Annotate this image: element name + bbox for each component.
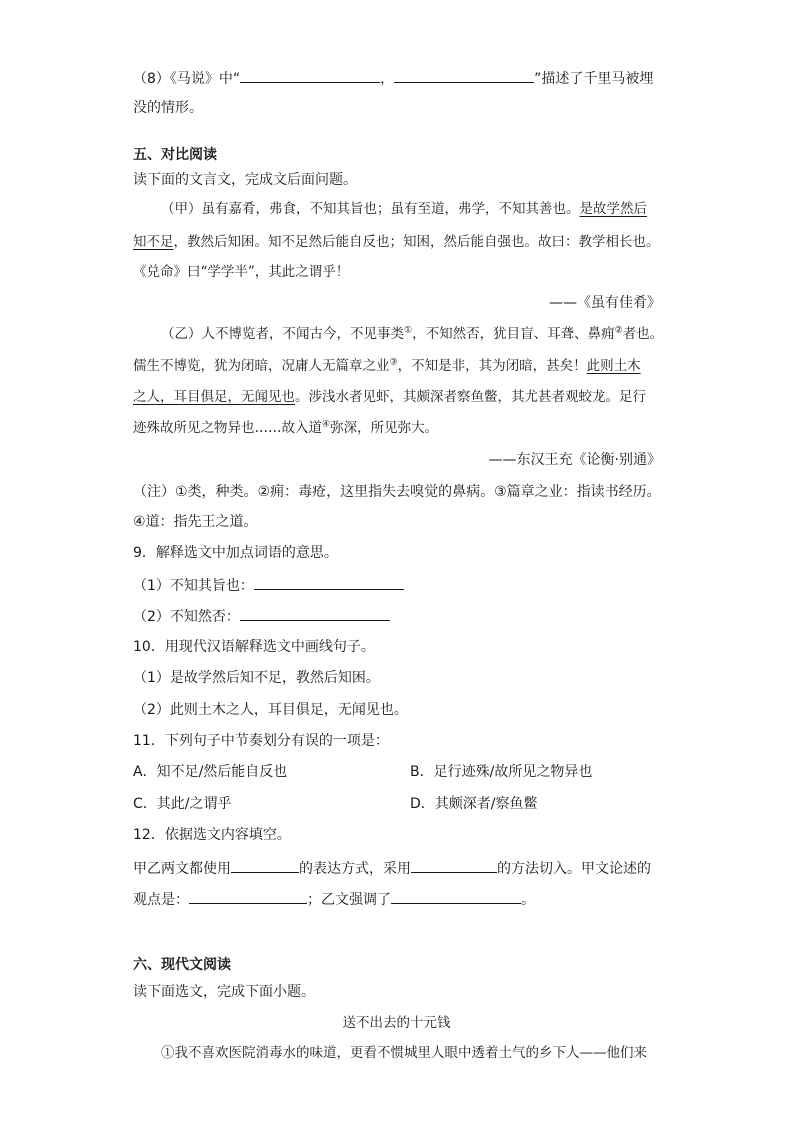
yi-line3-underlined: 之人，耳目俱足，无闻见也 (133, 389, 295, 405)
q9-answer-1[interactable] (254, 574, 404, 590)
q12-blank-3[interactable] (189, 888, 307, 904)
q8-blank-2[interactable] (394, 67, 534, 83)
article-title: 送不出去的十元钱 (342, 1015, 451, 1031)
q8-line1 (133, 67, 653, 89)
q11-option-d[interactable]: D．其颇深者/察鱼鳖 (410, 796, 538, 812)
q12-line2 (133, 888, 535, 910)
article-para1: ①我不喜欢医院消毒水的味道，更看不惯城里人眼中透着土气的乡下人——他们来 (161, 1045, 647, 1061)
yi-line2-a: 儒生不博览，犹为闭暗，况庸人无篇章之业 (133, 358, 390, 374)
jia-line1 (161, 199, 647, 219)
section5-instruction: 读下面的文言文，完成文后面问题。 (133, 172, 357, 188)
yi-line1-a: （乙）人不博览者，不闻古今，不见事类 (161, 326, 404, 342)
jia-line3: 《兑命》曰“学学半”，其此之谓乎！ (133, 264, 350, 280)
section5-title: 五、对比阅读 (133, 147, 217, 163)
footnote-marker-2: ② (614, 325, 623, 336)
yi-line2 (133, 356, 641, 376)
yi-line1 (161, 324, 663, 344)
notes-line2: ④道：指先王之道。 (133, 514, 258, 530)
q12-line1-b: 的表达方式，采用 (299, 861, 411, 877)
q10-item2: （2）此则土木之人，耳目俱足，无闻见也。 (133, 702, 408, 718)
q9-item1-label: （1）不知其旨也： (133, 578, 254, 594)
q8-suffix: ”描述了千里马被埋 (534, 71, 654, 87)
q12-blank-4[interactable] (391, 888, 521, 904)
q12-blank-1[interactable] (231, 857, 299, 873)
q8-prefix: （8）《马说》中“ (133, 71, 241, 87)
q11-option-a[interactable]: A．知不足/然后能自反也 (133, 764, 288, 780)
yi-line1-c: 者也。 (622, 326, 664, 342)
footnote-marker-1: ① (404, 325, 413, 336)
q8-blank-1[interactable] (240, 67, 380, 83)
q12-line2-a: 观点是： (133, 892, 189, 908)
jia-source: ——《虽有佳肴》 (549, 295, 661, 311)
q12-line1-a: 甲乙两文都使用 (133, 861, 231, 877)
yi-line4-a: 迹殊故所见之物异也……故入道 (133, 420, 322, 436)
footnote-marker-3: ③ (389, 357, 398, 368)
q12-line1 (133, 857, 651, 879)
yi-line4 (133, 418, 438, 438)
q9-stem: 9．解释选文中加点词语的意思。 (133, 545, 338, 561)
q9-item2-label: （2）不知然否： (133, 609, 240, 625)
yi-line3 (133, 387, 646, 407)
q11-option-b[interactable]: B．足行迹殊/故所见之物异也 (410, 764, 593, 780)
notes-line1: （注）①类，种类。②痈：毒疮，这里指失去嗅觉的鼻病。③篇章之业：指读书经历。 (133, 484, 661, 500)
yi-line1-b: ，不知然否，犹目盲、耳聋、鼻痈 (412, 326, 615, 342)
section6-title: 六、现代文阅读 (133, 957, 231, 973)
yi-line2-underlined: 此则土木 (586, 358, 641, 374)
q8-line2: 没的情形。 (133, 100, 203, 116)
q9-answer-2[interactable] (240, 605, 390, 621)
yi-line2-b: ，不知是非，其为闭暗，甚矣！ (397, 358, 587, 374)
q12-line1-c: 的方法切入。甲文论述的 (497, 861, 651, 877)
q11-option-c[interactable]: C．其此/之谓乎 (133, 796, 232, 812)
q10-stem: 10．用现代汉语解释选文中画线句子。 (133, 639, 375, 655)
q12-blank-2[interactable] (411, 857, 497, 873)
yi-line3-text: 。涉浅水者见虾，其颇深者察鱼鳖，其尤甚者观蛟龙。足行 (295, 389, 646, 405)
q10-item1: （1）是故学然后知不足，教然后知困。 (133, 670, 380, 686)
q9-item1 (133, 574, 404, 596)
yi-source: ——东汉王充《论衡·别通》 (488, 452, 661, 468)
q12-line2-b: ；乙文强调了 (307, 892, 391, 908)
yi-line4-b: 弥深，所见弥大。 (330, 420, 439, 436)
footnote-marker-4: ④ (322, 419, 331, 430)
q9-item2 (133, 605, 390, 627)
jia-line2 (133, 232, 660, 252)
q11-stem: 11．下列句子中节奏划分有误的一项是： (133, 733, 389, 749)
jia-line1-text: （甲）虽有嘉肴，弗食，不知其旨也；虽有至道，弗学，不知其善也。 (161, 201, 580, 217)
q12-stem: 12．依据选文内容填空。 (133, 827, 291, 843)
jia-line1-underlined: 是故学然后 (579, 201, 647, 217)
q12-line2-c: 。 (521, 892, 535, 908)
jia-line2-underlined: 知不足 (133, 234, 174, 250)
q8-comma: ， (380, 71, 395, 87)
section6-instruction: 读下面选文，完成下面小题。 (133, 984, 315, 1000)
jia-line2-text: ，教然后知困。知不足然后能自反也；知困，然后能自强也。故曰：教学相长也。 (173, 234, 660, 250)
